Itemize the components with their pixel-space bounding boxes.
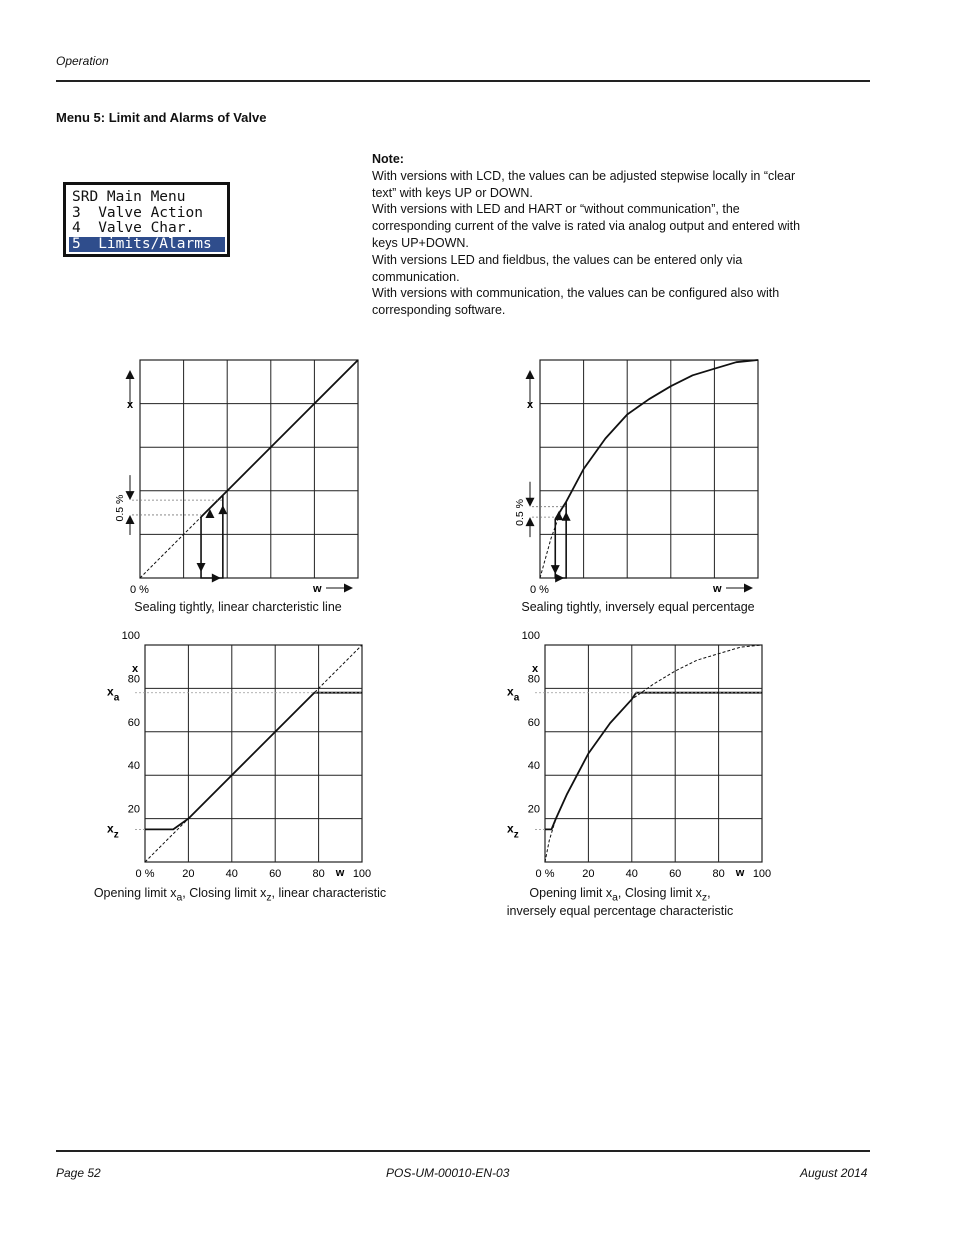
chart-equal-pct-limits xyxy=(500,630,785,885)
x-tick-label: 100 xyxy=(352,868,372,880)
series-line xyxy=(201,360,358,517)
plot-frame xyxy=(540,360,758,578)
y-tick-label: 100 xyxy=(521,630,540,642)
band-label: 0.5 % xyxy=(114,494,126,522)
note-block xyxy=(372,151,822,319)
y-tick-label: 60 xyxy=(527,716,540,729)
limit-label-upper: $x_a$ xyxy=(507,684,520,704)
y-axis-label: x xyxy=(126,399,134,411)
origin-label: 0 % xyxy=(530,584,549,596)
arrow-head xyxy=(126,370,135,379)
y-tick-label: 20 xyxy=(527,803,540,816)
arrow-head xyxy=(744,584,753,593)
y-tick-label: 40 xyxy=(527,760,540,773)
arrow-head xyxy=(526,517,535,526)
x-tick-label: 60 xyxy=(669,868,682,880)
footer-doc-id: POS-UM-00010-EN-03 xyxy=(386,1166,510,1180)
chart-caption: Sealing tightly, inversely equal percentage xyxy=(521,600,755,614)
plot-frame xyxy=(545,645,762,862)
y-axis-label: x xyxy=(531,663,539,675)
y-tick-label: 60 xyxy=(127,716,140,729)
lcd-line-selected: 5 Limits/Alarms xyxy=(69,237,225,253)
footer-rule xyxy=(56,1150,870,1152)
arrow-head xyxy=(562,512,571,521)
x-tick-label: 0 % xyxy=(135,868,155,880)
arrow-head xyxy=(212,574,221,583)
note-paragraph: With versions with LED and HART or “without communication”, the corresponding current of the valve is rated via analog output and entered with keys UP+DOWN. xyxy=(372,202,801,250)
limit-label-upper: $x_a$ xyxy=(107,684,120,704)
x-tick-label: 20 xyxy=(182,868,195,880)
chart-svg xyxy=(100,630,385,885)
x-axis-label: w xyxy=(735,867,745,879)
y-axis-label: x xyxy=(526,399,534,411)
x-axis-label: w xyxy=(335,867,345,879)
y-tick-label: 20 xyxy=(127,803,140,816)
origin-label: 0 % xyxy=(130,584,149,596)
x-tick-label: 20 xyxy=(582,868,595,880)
header-rule xyxy=(56,80,870,82)
menu-title: Menu 5: Limit and Alarms of Valve xyxy=(56,110,267,125)
chart-caption: Opening limit $x_a$, Closing limit $x_z$, inversely equal percentage characteristic xyxy=(506,886,734,918)
y-tick-label: 80 xyxy=(127,673,140,686)
x-axis-label: w xyxy=(713,583,722,595)
footer-page: Page 52 xyxy=(56,1166,101,1180)
footer-date: August 2014 xyxy=(800,1166,868,1180)
arrow-head xyxy=(344,584,353,593)
note-paragraph: With versions with LCD, the values can be adjusted stepwise locally in “clear text” with keys UP or DOWN. xyxy=(372,168,796,200)
chart-linear-limits xyxy=(100,630,385,885)
x-tick-label: 80 xyxy=(712,868,725,880)
y-tick-label: 100 xyxy=(121,630,140,642)
y-axis-label: x xyxy=(131,663,139,675)
band-label: 0.5 % xyxy=(514,498,526,526)
x-tick-label: 60 xyxy=(269,868,282,880)
x-tick-label: 40 xyxy=(225,868,238,880)
chart-caption: Sealing tightly, linear charcteristic line xyxy=(134,600,342,614)
note-heading: Note: xyxy=(372,152,404,166)
chart-svg xyxy=(500,350,780,605)
series-line-dashed xyxy=(545,645,762,862)
limit-label-lower: $x_z$ xyxy=(507,821,519,841)
x-tick-label: 80 xyxy=(312,868,325,880)
lcd-line: 4 Valve Char. xyxy=(72,220,195,236)
chart-equal-pct-sealing xyxy=(500,350,780,605)
x-tick-label: 100 xyxy=(752,868,772,880)
arrow-head xyxy=(526,498,535,507)
note-paragraph: With versions LED and fieldbus, the values can be entered only via communication. xyxy=(372,252,743,284)
section-header: Operation xyxy=(56,54,109,68)
arrow-head xyxy=(526,370,535,379)
arrow-head xyxy=(218,505,227,514)
series-line xyxy=(555,360,758,519)
arrow-head xyxy=(197,563,206,572)
chart-caption: Opening limit $x_a$, Closing limit $x_z$, linear characteristic xyxy=(93,886,387,904)
chart-linear-sealing xyxy=(100,350,380,605)
y-tick-label: 40 xyxy=(127,760,140,773)
hysteresis-path xyxy=(201,495,223,578)
lcd-line: SRD Main Menu xyxy=(72,189,186,205)
limit-label-lower: $x_z$ xyxy=(107,821,119,841)
lcd-display xyxy=(63,182,230,257)
arrow-head xyxy=(551,565,560,574)
arrow-head xyxy=(126,515,135,524)
series-line xyxy=(145,693,362,830)
series-line xyxy=(545,693,762,830)
arrow-head xyxy=(555,574,564,583)
x-tick-label: 0 % xyxy=(535,868,555,880)
arrow-head xyxy=(126,491,135,500)
x-axis-label: w xyxy=(313,583,322,595)
note-paragraph: With versions with communication, the values can be configured also with corresponding software. xyxy=(372,286,780,318)
arrow-head xyxy=(554,511,563,520)
y-tick-label: 80 xyxy=(527,673,540,686)
lcd-line: 3 Valve Action xyxy=(72,204,203,221)
chart-svg xyxy=(500,630,785,885)
x-tick-label: 40 xyxy=(625,868,638,880)
chart-svg xyxy=(100,350,380,605)
